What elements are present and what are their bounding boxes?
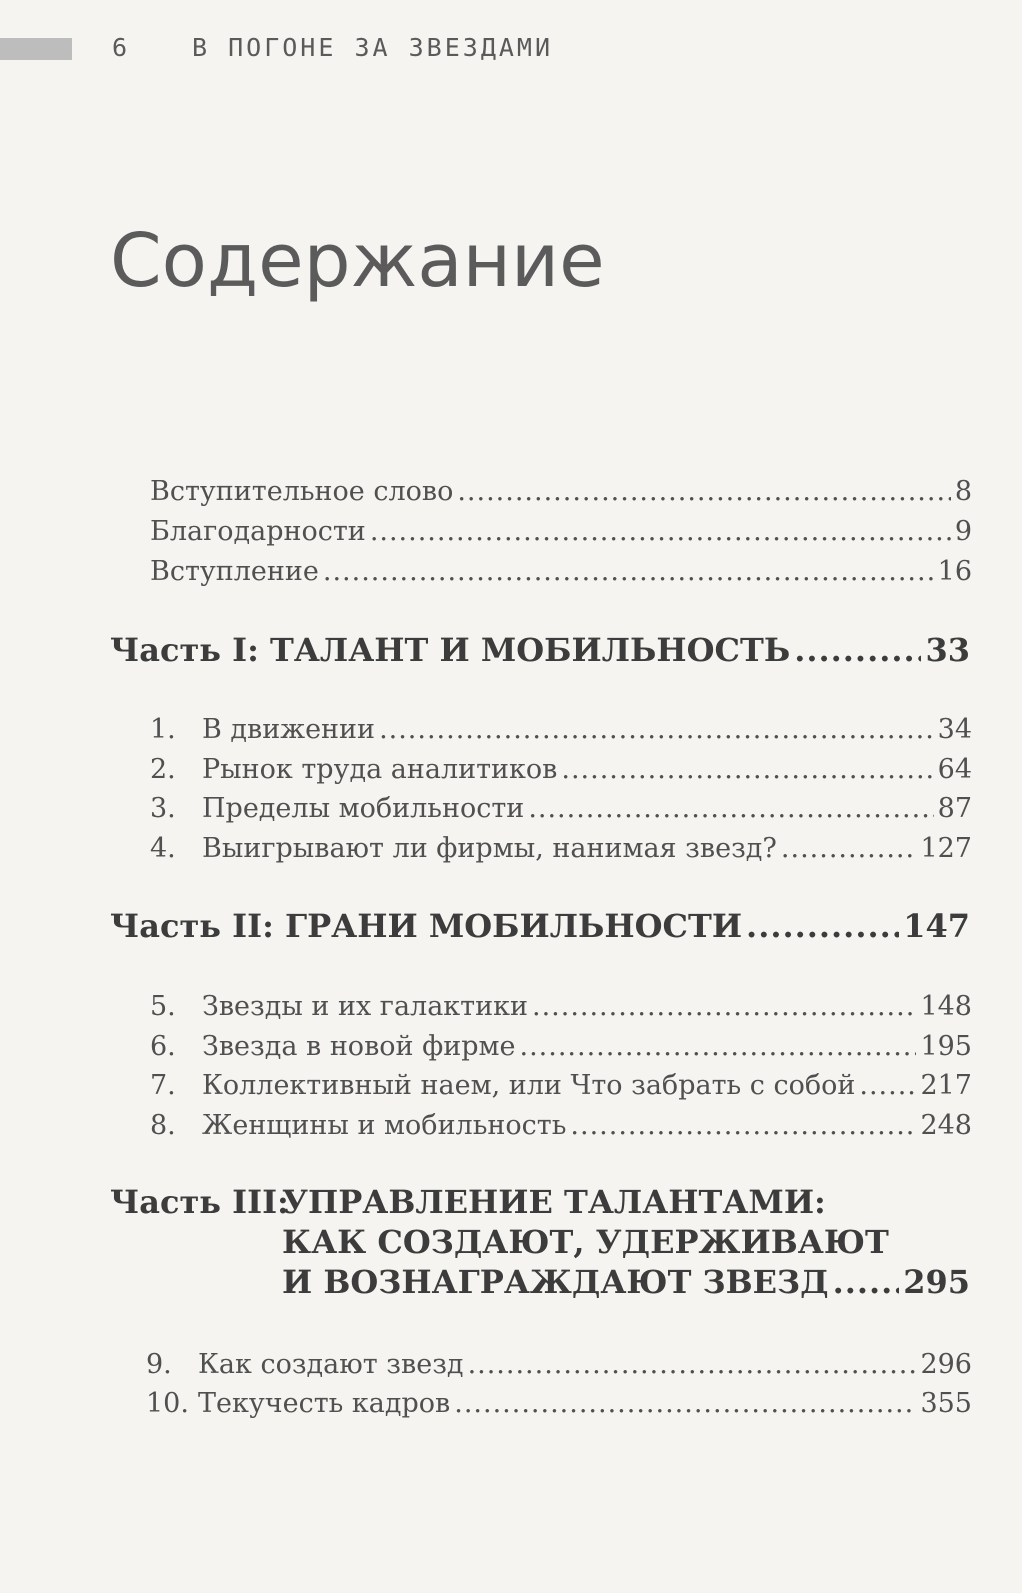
toc-chapter[interactable]	[150, 1108, 972, 1144]
toc-leader	[570, 1108, 916, 1144]
toc-chapter[interactable]	[150, 831, 972, 867]
toc-part-3-line-1: УПРАВЛЕНИЕ ТАЛАНТАМИ:	[282, 1183, 826, 1221]
chapter-label: Звезды и их галактики	[202, 991, 528, 1022]
chapter-label: Коллективный наем, или Что забрать с собой	[202, 1070, 856, 1101]
toc-part-3-prefix: Часть III:	[110, 1183, 289, 1221]
toc-chapter[interactable]	[150, 791, 972, 827]
toc-leader	[468, 1347, 917, 1383]
toc-entry-page: 9	[954, 516, 972, 547]
toc-chapter[interactable]	[150, 752, 972, 788]
toc-leader	[859, 1068, 916, 1104]
toc-leader	[379, 712, 934, 748]
toc-leader	[370, 514, 951, 550]
toc-leader	[457, 474, 950, 510]
toc-chapter[interactable]	[146, 1347, 972, 1383]
chapter-number: 1.	[150, 714, 176, 745]
toc-part-label: И ВОЗНАГРАЖДАЮТ ЗВЕЗД	[282, 1263, 829, 1301]
toc-part-page: 295	[903, 1263, 970, 1301]
toc-entry-page: 8	[954, 476, 972, 507]
header-bar	[0, 38, 72, 60]
chapter-page: 296	[920, 1349, 972, 1380]
chapter-number: 6.	[150, 1031, 176, 1062]
chapter-label: Женщины и мобильность	[202, 1110, 567, 1141]
chapter-label: Звезда в новой фирме	[202, 1031, 516, 1062]
toc-entry-page: 16	[937, 556, 972, 587]
page-number: 6	[112, 33, 128, 62]
toc-chapter[interactable]	[150, 1068, 972, 1104]
chapter-number: 4.	[150, 833, 176, 864]
chapter-label: Пределы мобильности	[202, 793, 525, 824]
chapter-number: 5.	[150, 991, 176, 1022]
toc-chapter[interactable]	[150, 1029, 972, 1065]
toc-entry[interactable]	[150, 554, 972, 590]
chapter-number: 9.	[146, 1349, 172, 1380]
toc-leader	[833, 1262, 900, 1302]
toc-leader	[520, 1029, 917, 1065]
toc-chapter[interactable]	[150, 989, 972, 1025]
toc-part-page: 33	[925, 631, 970, 669]
chapter-number: 3.	[150, 793, 176, 824]
toc-leader	[794, 630, 921, 670]
chapter-page: 148	[920, 991, 972, 1022]
toc-leader	[528, 791, 933, 827]
chapter-page: 217	[920, 1070, 972, 1101]
toc-leader	[323, 554, 934, 590]
chapter-label: Выигрывают ли фирмы, нанимая звезд?	[202, 833, 777, 864]
chapter-label: В движении	[202, 714, 376, 745]
chapter-page: 195	[920, 1031, 972, 1062]
chapter-number: 10.	[146, 1388, 189, 1419]
toc-leader	[746, 906, 899, 946]
chapter-page: 64	[937, 754, 972, 785]
toc-entry[interactable]	[150, 474, 972, 510]
toc-part-page: 147	[903, 907, 970, 945]
chapter-number: 7.	[150, 1070, 176, 1101]
toc-leader	[561, 752, 933, 788]
chapter-number: 2.	[150, 754, 176, 785]
toc-leader	[532, 989, 916, 1025]
page-title: Содержание	[110, 218, 605, 304]
toc-leader	[454, 1386, 916, 1422]
toc-entry[interactable]	[150, 514, 972, 550]
toc-part-3-line-2: КАК СОЗДАЮТ, УДЕРЖИВАЮТ	[282, 1223, 889, 1261]
chapter-label: Рынок труда аналитиков	[202, 754, 558, 785]
chapter-page: 355	[920, 1388, 972, 1419]
toc-entry-label: Вступление	[150, 556, 319, 587]
chapter-page: 248	[920, 1110, 972, 1141]
toc-part-label: Часть I: ТАЛАНТ И МОБИЛЬНОСТЬ	[110, 631, 791, 669]
chapter-label: Как создают звезд	[198, 1349, 464, 1380]
toc-leader	[781, 831, 917, 867]
chapter-page: 34	[937, 714, 972, 745]
toc-part-3[interactable]	[282, 1262, 970, 1302]
toc-entry-label: Вступительное слово	[150, 476, 454, 507]
running-title: В ПОГОНЕ ЗА ЗВЕЗДАМИ	[192, 33, 554, 62]
toc-part-label: Часть II: ГРАНИ МОБИЛЬНОСТИ	[110, 907, 743, 945]
chapter-page: 127	[920, 833, 972, 864]
chapter-number: 8.	[150, 1110, 176, 1141]
toc-chapter[interactable]	[150, 712, 972, 748]
chapter-page: 87	[937, 793, 972, 824]
toc-part-1[interactable]	[110, 630, 970, 670]
toc-entry-label: Благодарности	[150, 516, 366, 547]
chapter-label: Текучесть кадров	[198, 1388, 451, 1419]
toc-part-2[interactable]	[110, 906, 970, 946]
toc-chapter[interactable]	[146, 1386, 972, 1422]
